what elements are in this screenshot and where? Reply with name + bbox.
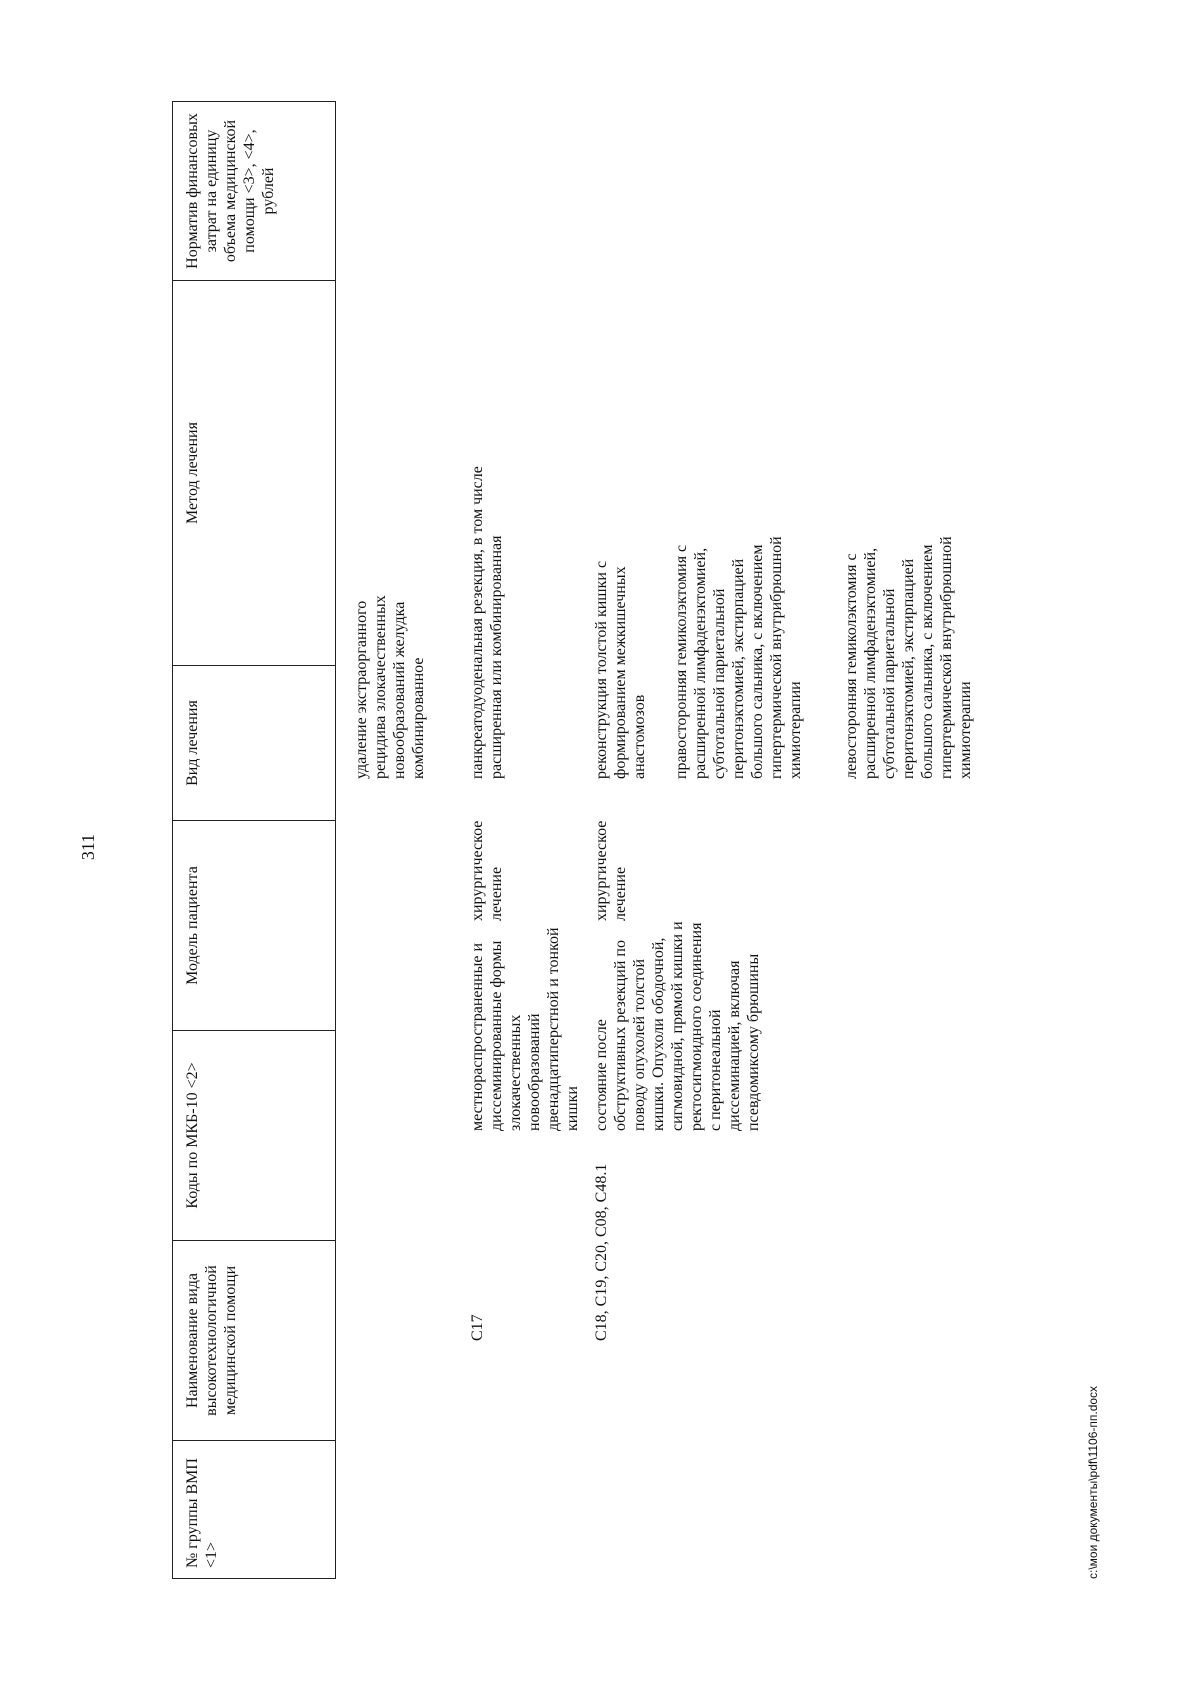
row2-codes: C17 xyxy=(469,1314,486,1341)
row1-method: удаление экстраорганного рецидива злокачественных новообразований желудка комбинированное xyxy=(353,595,427,779)
row3-method-3: левосторонняя гемиколэктомия с расширенной лимфаденэктомией, субтотальной париетальной перитонэктомией, экстирпацией большого сальника, с включением гипертермической внутрибрюшной химиотерапии xyxy=(843,536,974,779)
header-table xyxy=(172,101,336,1579)
header-group-no: № группы ВМП <1> xyxy=(173,1441,336,1579)
header-name: Наименование вида высокотехнологичной медицинской помощи xyxy=(173,1241,336,1441)
header-type: Вид лечения xyxy=(173,666,336,821)
header-method: Метод лечения xyxy=(173,281,336,666)
header-model: Модель пациента xyxy=(173,821,336,1031)
row3-model: состояние после обструктивных резекций по поводу опухолей толстой кишки. Опухоли ободочной, сигмовидной, прямой кишки и ректосигмоидного соединения с перитонеальной диссеминацией, включая псевдомиксому брюшины xyxy=(593,921,762,1131)
page-number: 311 xyxy=(78,833,98,861)
row3-type: хирургическое лечение xyxy=(593,820,629,921)
header-codes: Коды по МКБ-10 <2> xyxy=(173,1031,336,1241)
row3-codes: C18, C19, C20, C08, C48.1 xyxy=(593,1163,610,1341)
header-norm: Норматив финансовых затрат на единицу объема медицинской помощи <3>, <4>, рублей xyxy=(173,102,336,281)
row2-model: местнораспространенные и диссеминированные формы злокачественных новообразований двенадцатиперстной и тонкой кишки xyxy=(469,927,581,1131)
row2-type: хирургическое лечение xyxy=(469,820,505,921)
footer-path: c:\мои документы\pdf\1106-пп.docx xyxy=(1086,1385,1100,1579)
row2-method: панкреатодуоденальная резекция, в том числе расширенная или комбинированная xyxy=(469,466,505,779)
row3-method-2: правосторонняя гемиколэктомия с расширенной лимфаденэктомией, субтотальной париетальной перитонэктомией, экстирпацией большого сальника, с включением гипертермической внутрибрюшной химиотерапии xyxy=(673,536,804,779)
row3-method-1: реконструкция толстой кишки с формированием межкишечных анастомозов xyxy=(593,560,648,779)
